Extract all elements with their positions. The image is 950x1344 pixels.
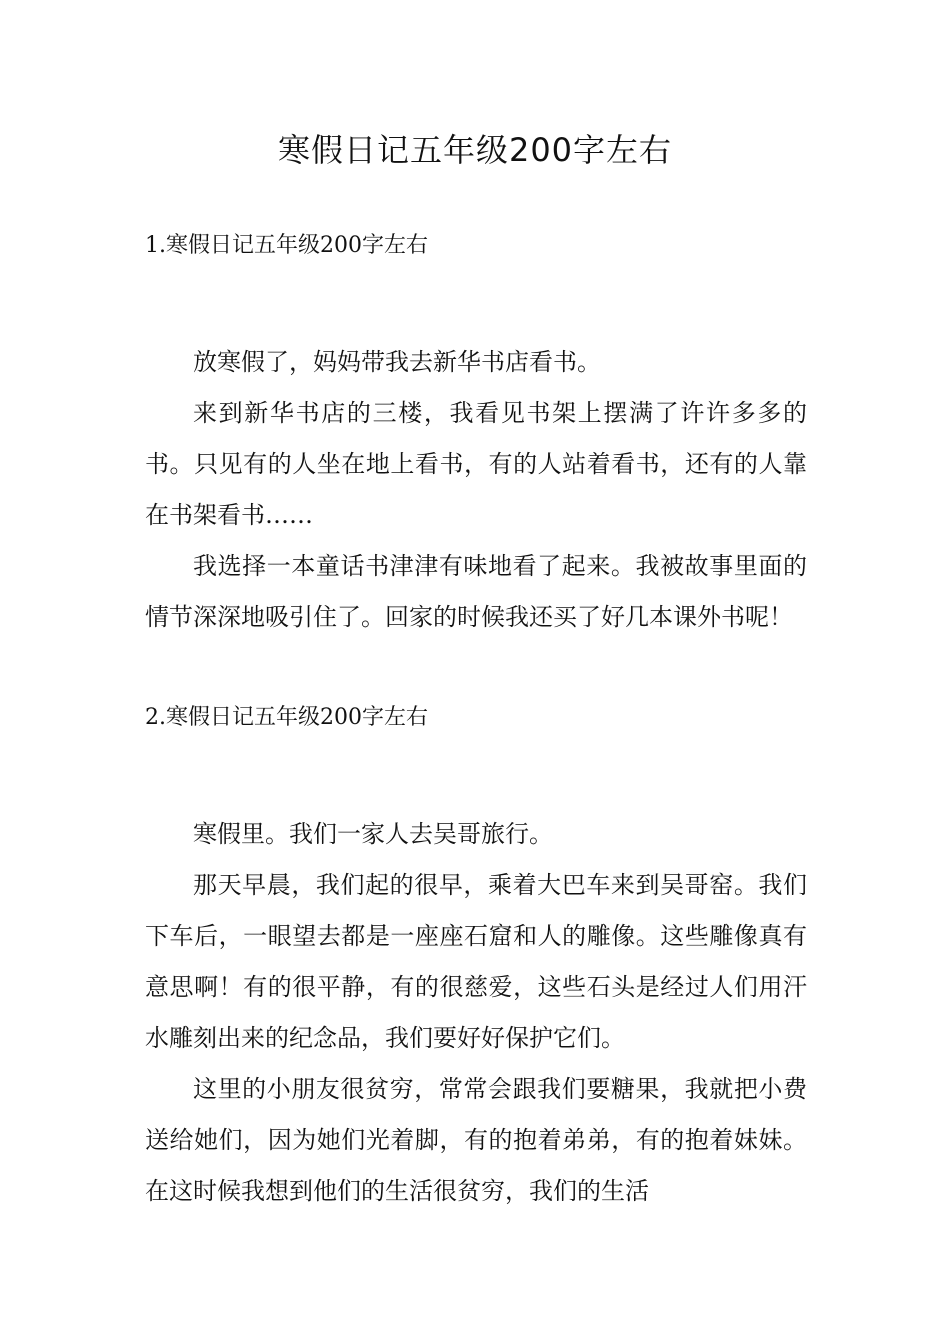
paragraph: 我选择一本童话书津津有味地看了起来。我被故事里面的情节深深地吸引住了。回家的时候我还买了好几本课外书呢！ bbox=[145, 552, 807, 631]
diary-section-1 bbox=[145, 220, 807, 643]
document-body bbox=[145, 220, 807, 1217]
paragraph: 来到新华书店的三楼，我看见书架上摆满了许许多多的书。只见有的人坐在地上看书，有的人站着看书，还有的人靠在书架看书…… bbox=[145, 399, 807, 529]
diary-section-2 bbox=[145, 692, 807, 1217]
paragraph: 那天早晨，我们起的很早，乘着大巴车来到吴哥窑。我们下车后，一眼望去都是一座座石窟和人的雕像。这些雕像真有意思啊！有的很平静，有的很慈爱，这些石头是经过人们用汗水雕刻出来的纪念品，我们要好好保护它们。 bbox=[145, 871, 807, 1052]
paragraph: 寒假里。我们一家人去吴哥旅行。 bbox=[193, 820, 553, 848]
paragraph: 这里的小朋友很贫穷，常常会跟我们要糖果，我就把小费送给她们，因为她们光着脚，有的抱着弟弟，有的抱着妹妹。在这时候我想到他们的生活很贫穷，我们的生活 bbox=[145, 1075, 807, 1205]
paragraph: 放寒假了，妈妈带我去新华书店看书。 bbox=[193, 348, 601, 376]
section-heading: 2.寒假日记五年级200字左右 bbox=[145, 705, 428, 730]
section-heading: 1.寒假日记五年级200字左右 bbox=[145, 233, 428, 258]
document-title: 寒假日记五年级200字左右 bbox=[277, 131, 673, 169]
